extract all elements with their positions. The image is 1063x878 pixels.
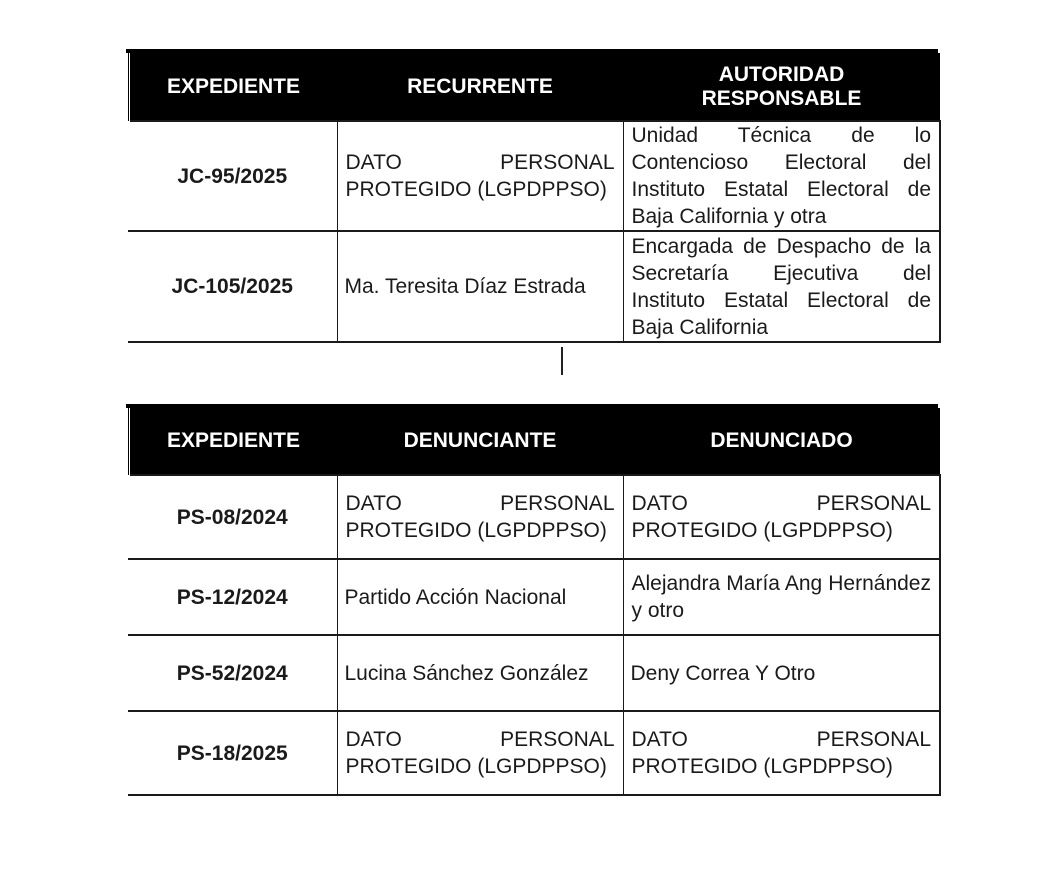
- expediente-code: PS-18/2025: [176, 741, 288, 765]
- table2-header-denunciante: DENUNCIANTE: [337, 408, 623, 475]
- denunciante-cell: [337, 711, 623, 795]
- expediente-code: PS-12/2024: [176, 585, 288, 609]
- expediente-code: PS-52/2024: [176, 661, 288, 685]
- table1-header-recurrente: RECURRENTE: [337, 53, 623, 121]
- autoridad-cell: [623, 121, 940, 231]
- recurrente-table: [126, 53, 941, 343]
- table2-header-row: [128, 408, 940, 475]
- expediente-cell: [128, 635, 337, 711]
- expediente-cell: [128, 711, 337, 795]
- table-row: [128, 121, 940, 231]
- recurrente-cell: [337, 231, 623, 342]
- table1-header-expediente: EXPEDIENTE: [128, 53, 337, 121]
- denunciado-text: Deny Correa Y Otro: [630, 661, 816, 685]
- denunciado-text: DATO PERSONAL PROTEGIDO (LGPDPPSO): [631, 492, 931, 542]
- table-row: [128, 475, 940, 559]
- expediente-code: JC-105/2025: [171, 275, 293, 298]
- recurrente-text: Ma. Teresita Díaz Estrada: [344, 275, 586, 298]
- recurrente-text: DATO PERSONAL PROTEGIDO (LGPDPPSO): [345, 151, 615, 201]
- denunciante-cell: [337, 635, 623, 711]
- table-row: [128, 711, 940, 795]
- expediente-cell: [128, 121, 337, 231]
- autoridad-text: Encargada de Despacho de la Secretaría Ejecutiva del Instituto Estatal Electoral de Baja California: [631, 234, 931, 339]
- denunciante-text: DATO PERSONAL PROTEGIDO (LGPDPPSO): [345, 492, 615, 542]
- expediente-cell: [128, 475, 337, 559]
- table2-header-expediente: EXPEDIENTE: [128, 408, 337, 475]
- denuncia-table: [126, 408, 941, 796]
- denunciado-cell: [623, 475, 940, 559]
- denunciado-cell: [623, 711, 940, 795]
- expediente-code: PS-08/2024: [176, 505, 288, 529]
- table1-header-autoridad: [623, 53, 940, 121]
- table-row: [128, 559, 940, 635]
- denunciante-text: Lucina Sánchez González: [344, 661, 589, 685]
- table-row: [128, 231, 940, 342]
- autoridad-cell: [623, 231, 940, 342]
- recurrente-cell: [337, 121, 623, 231]
- table1-header-row: [128, 53, 940, 121]
- table1-header-autoridad-line2: RESPONSABLE: [701, 86, 862, 110]
- denunciado-cell: [623, 635, 940, 711]
- expediente-cell: [128, 559, 337, 635]
- denunciado-text: DATO PERSONAL PROTEGIDO (LGPDPPSO): [631, 728, 931, 778]
- table-row: [128, 635, 940, 711]
- denunciante-cell: [337, 475, 623, 559]
- denunciado-cell: [623, 559, 940, 635]
- denunciado-text: Alejandra María Ang Hernández y otro: [631, 572, 931, 622]
- denunciante-text: Partido Acción Nacional: [344, 585, 567, 609]
- autoridad-text: Unidad Técnica de lo Contencioso Electoral del Instituto Estatal Electoral de Baja California y otra: [631, 124, 931, 228]
- expediente-code: JC-95/2025: [177, 164, 288, 188]
- denunciante-text: DATO PERSONAL PROTEGIDO (LGPDPPSO): [345, 728, 615, 778]
- text-cursor: [561, 347, 563, 375]
- expediente-cell: [128, 231, 337, 342]
- table1-header-autoridad-line1: AUTORIDAD: [718, 62, 845, 86]
- table2-header-denunciado: DENUNCIADO: [623, 408, 940, 475]
- denunciante-cell: [337, 559, 623, 635]
